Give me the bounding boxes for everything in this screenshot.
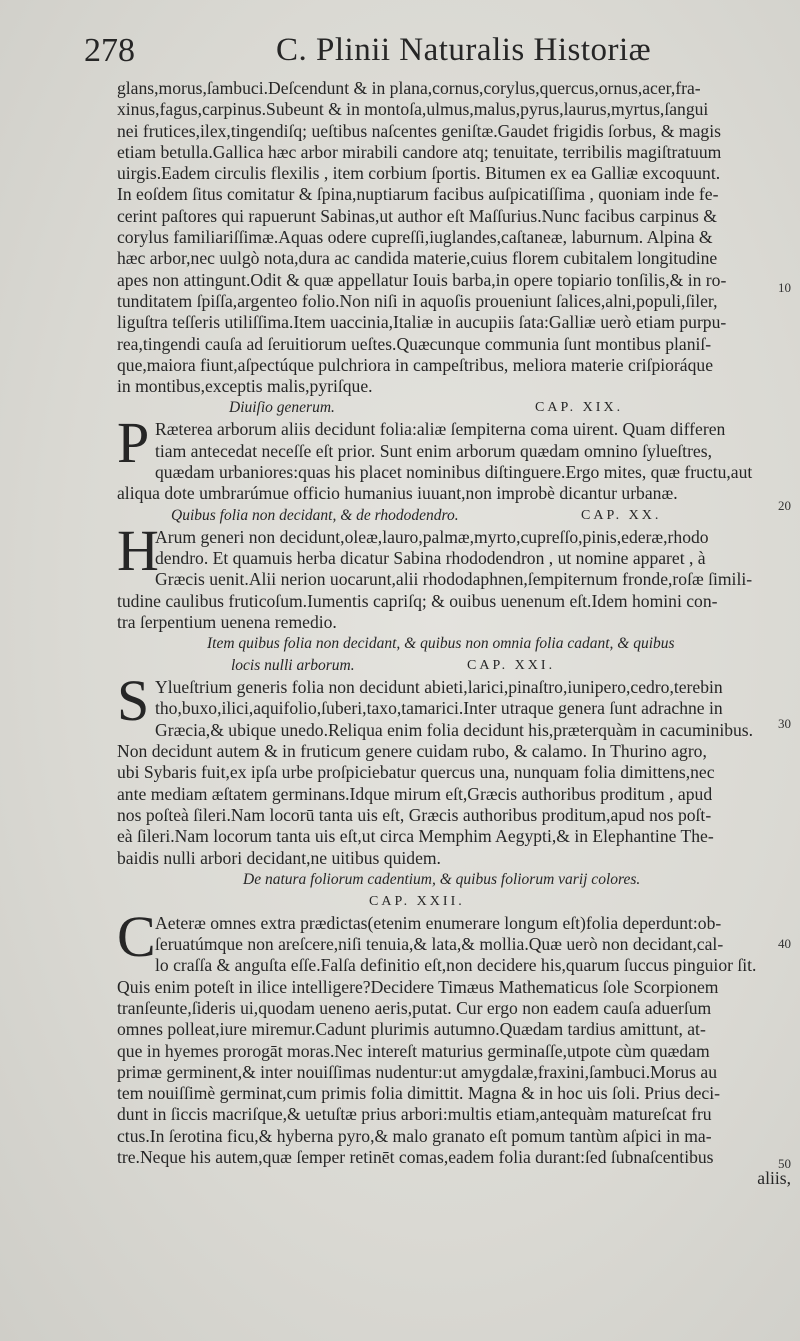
chapter-label: CAP. XX. (581, 507, 662, 523)
text-line: tiam antecedat neceſſe eſt prior. Sunt enim arborum quædam omnino ſylueſtres, (155, 440, 712, 461)
catchword: aliis, (757, 1168, 791, 1189)
text-line: corylus familiariſſimæ.Aquas odere cupreſſi,iuglandes,caſtaneæ, laburnum. Alpina & (117, 227, 713, 248)
chapter-21-text (117, 677, 797, 869)
drop-cap: P (117, 419, 150, 476)
chapter-title: Quibus folia non decidant, & de rhododendro. (171, 506, 459, 524)
text-line: liguſtra teſſeris utiliſſima.Item uaccinia,Italiæ in aucupiis ſata:Galliæ uerò etiam purpu- (117, 312, 727, 333)
page-header (84, 30, 784, 78)
text-line: ſeruatúmque non areſcere,niſi tenuia,& lata,& mollia.Quæ uerò non decidant,cal- (155, 934, 724, 955)
text-line: Græcia,& ubique unedo.Reliqua enim folia decidunt his,præterquàm in cacuminibus. (155, 719, 754, 740)
margin-line-number: 40 (778, 936, 791, 951)
text-line: xinus,fagus,carpinus.Subeunt & in montoſa,ulmus,malus,pyrus,laurus,myrtus,ſangui (117, 99, 709, 120)
text-line: aliqua dote umbrarúmue officio humanius iuuant,non improbè dicantur urbanæ. (117, 483, 678, 504)
text-line: que,maiora fiunt,aſpectúque pulchriora in campeſtribus, meliora materie criſpioráque (117, 354, 713, 375)
text-line: eà ſileri.Nam locorum tanta uis eſt,ut circa Memphim Aegypti,& in Elephantine The- (117, 826, 714, 847)
margin-line-number: 50 (778, 1156, 791, 1171)
chapter-title: De natura foliorum cadentium, & quibus foliorum varij colores. (243, 870, 641, 888)
chapter-19-text (117, 419, 797, 504)
text-line: tra ſerpentium uenena remedio. (117, 611, 337, 632)
text-line: tunditatem ſpiſſa,argenteo folio.Non niſi in aquoſis proueniunt ſalices,alni,populi,ſiler, (117, 290, 718, 311)
text-line: In eoſdem ſitus comitatur & ſpina,nuptiarum facibus auſpicatiſſima , quoniam inde fe- (117, 184, 719, 205)
text-line: dendro. Et quamuis herba dicatur Sabina rhododendron , ut nomine apparet , à (155, 547, 706, 568)
text-line: ante mediam æſtatem germinans.Idque mirum eſt,Græcis authoribus proditum , apud (117, 783, 713, 804)
text-line: nei frutices,ilex,tingendiſq; ueſtibus naſcentes geniſtæ.Gaudet frigidis ſorbus, & magis (117, 120, 721, 141)
chapter-label: CAP. XIX. (535, 400, 624, 416)
margin-line-number: 30 (778, 716, 791, 731)
text-line: apes non attingunt.Odit & quæ appellatur Iouis barba,in opere topiario tonſilis,& in ro- (117, 269, 727, 290)
text-line: que in hyemes prorogāt moras.Nec intereſt maturius germinaſſe,utpote cùm quædam (117, 1040, 710, 1061)
text-line: tranſeunte,ſideris ui,quodam ueneno aeris,putat. Cur ergo non eadem cauſa aduerſum (117, 997, 712, 1018)
text-line: baidis nulli arbori decidant,ne uitibus quidem. (117, 847, 441, 868)
text-line: ubi Sybaris fuit,ex ipſa urbe proſpiciebatur quercus una, nunquam folia dimittens,nec (117, 762, 715, 783)
margin-line-number: 20 (778, 498, 791, 513)
chapter-label: CAP. XXI. (467, 658, 556, 674)
text-line: primæ germinent,& inter nouiſſimas nudentur:ut amygdalæ,fraxini,ſambuci.Morus au (117, 1061, 718, 1082)
chapter-heading-21 (117, 633, 797, 655)
chapter-title: Diuiſio generum. (229, 399, 335, 417)
chapter-22-text (117, 913, 797, 1169)
margin-line-number: 10 (778, 280, 791, 295)
text-line: rea,tingendi cauſa ad ſeruitiorum ueſtes.Quæcunque communia ſunt montibus planiſ- (117, 333, 712, 354)
text-line: Aeteræ omnes extra prædictas(etenim enumerare longum eſt)folia deperdunt:ob- (155, 912, 722, 933)
text-line: tre.Neque his autem,quæ ſemper retinēt comas,eadem folia durant:ſed ſubnaſcentibus (117, 1147, 714, 1168)
text-line: in montibus,exceptis malis,pyriſque. (117, 376, 373, 397)
text-line: omnes polleat,iure miremur.Cadunt plurimis autumno.Quædam tardius amittunt, at- (117, 1019, 706, 1040)
text-line: tho,buxo,ilici,aquifolio,ſuberi,taxo,tamarici.Inter utraque genera ſunt adrachne in (155, 698, 723, 719)
text-line: tem nouiſſimè germinat,cum primis folia dimittit. Magna & in hoc uis ſoli. Prius deci- (117, 1083, 720, 1104)
intro-paragraph (117, 78, 797, 397)
text-line: cerint paſtores qui rapuerunt Sabinas,ut author eſt Maſſurius.Nunc facibus carpinus & (117, 205, 717, 226)
text-line: uirgis.Eadem circulis flexilis , item corbium ſportis. Bitumen ex ea Galliæ excoquunt. (117, 163, 721, 184)
chapter-heading-20 (117, 505, 797, 527)
text-line: glans,morus,ſambuci.Deſcendunt & in plana,cornus,corylus,quercus,ornus,acer,fra- (117, 78, 701, 98)
text-line: ctus.In ſerotina ficu,& hyberna pyro,& malo granato eſt pomum tantùm aſpici in ma- (117, 1125, 712, 1146)
text-line: Græcis uenit.Alii nerion uocarunt,alii rhododaphnen,ſempiternum fronde,roſæ ſimili- (155, 569, 753, 590)
chapter-title: locis nulli arborum. (231, 657, 355, 675)
text-line: Ylueſtrium generis folia non decidunt abieti,larici,pinaſtro,iunipero,cedro,terebin (155, 677, 723, 698)
text-line: nos poſteà ſileri.Nam locorū tanta uis eſt, Græcis authoribus proditum,apud nos poſt- (117, 804, 712, 825)
text-line: tudine caulibus fruticoſum.Iumentis capriſq; & ouibus uenenum eſt.Idem homini con- (117, 590, 718, 611)
drop-cap: C (117, 912, 156, 969)
text-line: dunt in ſiccis macriſque,& uetuſtæ prius arbori:multis etiam,antequàm matureſcat fru (117, 1104, 712, 1125)
chapter-heading-22-cont (117, 891, 797, 913)
text-line: Non decidunt autem & in fruticum genere cuidam rubo, & calamo. In Thurino agro, (117, 741, 707, 762)
text-line: Quis enim poteſt in ilice intelligere?Decidere Timæus Mathematicus ſole Scorpionem (117, 976, 719, 997)
chapter-title: Item quibus folia non decidant, & quibus non omnia folia cadant, & quibus (207, 635, 675, 653)
drop-cap: H (117, 526, 159, 583)
text-line: etiam betulla.Gallica hæc arbor mirabili candore atq; tenuitate, terribilis magiſtratuum (117, 141, 722, 162)
chapter-heading-19 (117, 397, 797, 419)
chapter-label: CAP. XXII. (369, 893, 465, 909)
chapter-heading-22 (117, 869, 797, 891)
chapter-20-text (117, 527, 797, 633)
page-number: 278 (84, 32, 135, 69)
text-line: Ræterea arborum aliis decidunt folia:aliæ ſempiterna coma uirent. Quam differen (155, 419, 726, 440)
chapter-heading-21-cont (117, 655, 797, 677)
text-line: Arum generi non decidunt,oleæ,lauro,palmæ,myrto,cupreſſo,pinis,ederæ,rhodo (155, 526, 709, 547)
running-title: C. Plinii Naturalis Historiæ (276, 32, 652, 68)
text-line: quædam urbaniores:quas his placet nominibus diſtinguere.Ergo mites, quæ fructu,aut (155, 462, 753, 483)
page-body (117, 78, 797, 1190)
text-line: lo craſſa & anguſta eſſe.Falſa definitio eſt,non decidere his,quarum ſuccus pinguior ſit. (155, 955, 757, 976)
text-line: hæc arbor,nec uulgò nota,dura ac candida materie,cuius florem cubitalem longitudine (117, 248, 718, 269)
drop-cap: S (117, 677, 150, 734)
